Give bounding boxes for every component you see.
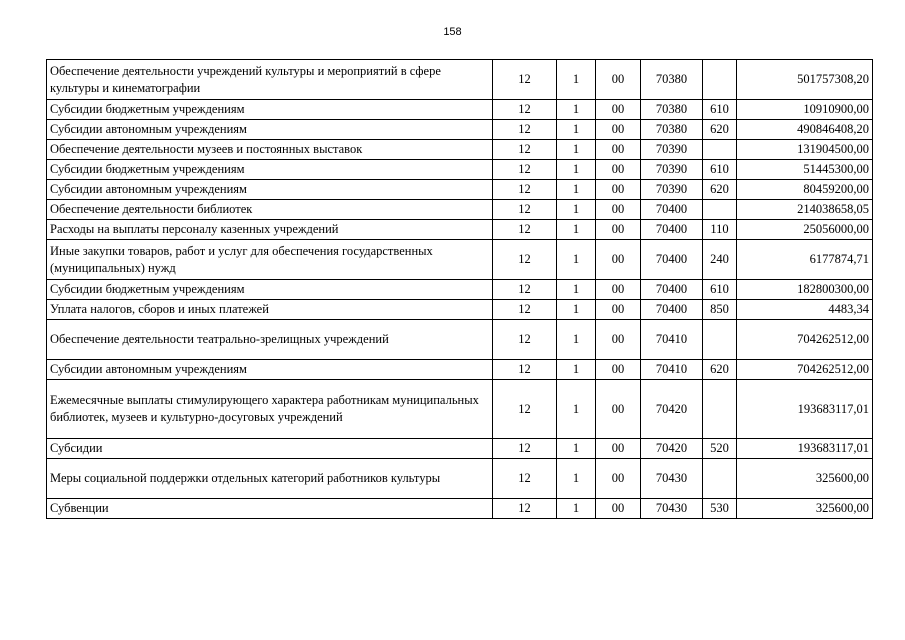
subsection-code-cell: 1 [557,300,596,320]
section-code-cell: 12 [493,459,557,499]
subsection-code-cell: 1 [557,380,596,439]
program-code-cell: 00 [596,320,641,360]
table-row [47,280,873,300]
section-code-cell: 12 [493,120,557,140]
amount-cell: 6177874,71 [737,240,873,280]
amount-cell: 25056000,00 [737,220,873,240]
subsection-code-cell: 1 [557,240,596,280]
subsection-code-cell: 1 [557,200,596,220]
table-body [47,60,873,519]
subsection-code-cell: 1 [557,140,596,160]
target-code-cell: 70420 [641,380,703,439]
subsection-code-cell: 1 [557,160,596,180]
target-code-cell: 70420 [641,439,703,459]
amount-cell: 80459200,00 [737,180,873,200]
table-row [47,459,873,499]
subsection-code-cell: 1 [557,60,596,100]
section-code-cell: 12 [493,380,557,439]
amount-cell: 51445300,00 [737,160,873,180]
target-code-cell: 70430 [641,499,703,519]
subsection-code-cell: 1 [557,100,596,120]
amount-cell: 490846408,20 [737,120,873,140]
expense-name-cell: Субсидии автономным учреждениям [47,360,493,380]
amount-cell: 131904500,00 [737,140,873,160]
target-code-cell: 70410 [641,320,703,360]
program-code-cell: 00 [596,380,641,439]
subsection-code-cell: 1 [557,220,596,240]
expense-type-cell [703,200,737,220]
expense-type-cell [703,320,737,360]
section-code-cell: 12 [493,220,557,240]
table-row [47,200,873,220]
expense-name-cell: Субсидии автономным учреждениям [47,120,493,140]
section-code-cell: 12 [493,180,557,200]
expense-type-cell [703,140,737,160]
expense-type-cell: 620 [703,360,737,380]
program-code-cell: 00 [596,140,641,160]
table-row [47,240,873,280]
table-row [47,60,873,100]
program-code-cell: 00 [596,360,641,380]
budget-table [46,59,873,519]
subsection-code-cell: 1 [557,459,596,499]
expense-type-cell: 610 [703,100,737,120]
subsection-code-cell: 1 [557,120,596,140]
table-row [47,380,873,439]
expense-type-cell: 620 [703,120,737,140]
program-code-cell: 00 [596,300,641,320]
amount-cell: 214038658,05 [737,200,873,220]
target-code-cell: 70430 [641,459,703,499]
expense-name-cell: Меры социальной поддержки отдельных категорий работников культуры [47,459,493,499]
expense-name-cell: Субсидии бюджетным учреждениям [47,100,493,120]
section-code-cell: 12 [493,280,557,300]
expense-name-cell: Ежемесячные выплаты стимулирующего характера работникам муниципальных библиотек, музеев и культурно-досуговых учреждений [47,380,493,439]
section-code-cell: 12 [493,60,557,100]
amount-cell: 4483,34 [737,300,873,320]
expense-type-cell [703,60,737,100]
expense-name-cell: Обеспечение деятельности учреждений культуры и мероприятий в сфере культуры и кинематографии [47,60,493,100]
expense-name-cell: Обеспечение деятельности театрально-зрелищных учреждений [47,320,493,360]
expense-type-cell [703,380,737,439]
amount-cell: 704262512,00 [737,360,873,380]
subsection-code-cell: 1 [557,320,596,360]
target-code-cell: 70400 [641,300,703,320]
section-code-cell: 12 [493,160,557,180]
table-row [47,320,873,360]
section-code-cell: 12 [493,439,557,459]
amount-cell: 325600,00 [737,459,873,499]
expense-name-cell: Субсидии бюджетным учреждениям [47,160,493,180]
table-row [47,439,873,459]
amount-cell: 182800300,00 [737,280,873,300]
section-code-cell: 12 [493,300,557,320]
expense-type-cell: 110 [703,220,737,240]
section-code-cell: 12 [493,320,557,360]
section-code-cell: 12 [493,240,557,280]
amount-cell: 501757308,20 [737,60,873,100]
expense-name-cell: Иные закупки товаров, работ и услуг для обеспечения государственных (муниципальных) нужд [47,240,493,280]
target-code-cell: 70400 [641,200,703,220]
table-row [47,180,873,200]
program-code-cell: 00 [596,499,641,519]
program-code-cell: 00 [596,240,641,280]
section-code-cell: 12 [493,360,557,380]
expense-type-cell: 610 [703,160,737,180]
target-code-cell: 70390 [641,140,703,160]
expense-name-cell: Обеспечение деятельности библиотек [47,200,493,220]
program-code-cell: 00 [596,200,641,220]
target-code-cell: 70390 [641,160,703,180]
amount-cell: 193683117,01 [737,380,873,439]
subsection-code-cell: 1 [557,499,596,519]
page-number: 158 [443,26,462,38]
section-code-cell: 12 [493,100,557,120]
expense-name-cell: Расходы на выплаты персоналу казенных учреждений [47,220,493,240]
program-code-cell: 00 [596,60,641,100]
section-code-cell: 12 [493,140,557,160]
program-code-cell: 00 [596,100,641,120]
program-code-cell: 00 [596,160,641,180]
program-code-cell: 00 [596,280,641,300]
expense-name-cell: Уплата налогов, сборов и иных платежей [47,300,493,320]
subsection-code-cell: 1 [557,439,596,459]
subsection-code-cell: 1 [557,180,596,200]
expense-type-cell: 240 [703,240,737,280]
subsection-code-cell: 1 [557,280,596,300]
table-row [47,160,873,180]
table-row [47,140,873,160]
expense-type-cell [703,459,737,499]
table-row [47,300,873,320]
section-code-cell: 12 [493,200,557,220]
target-code-cell: 70400 [641,280,703,300]
program-code-cell: 00 [596,180,641,200]
section-code-cell: 12 [493,499,557,519]
target-code-cell: 70410 [641,360,703,380]
table-row [47,360,873,380]
program-code-cell: 00 [596,120,641,140]
amount-cell: 193683117,01 [737,439,873,459]
target-code-cell: 70380 [641,120,703,140]
expense-type-cell: 520 [703,439,737,459]
target-code-cell: 70380 [641,100,703,120]
target-code-cell: 70400 [641,240,703,280]
table-row [47,499,873,519]
target-code-cell: 70400 [641,220,703,240]
expense-type-cell: 620 [703,180,737,200]
expense-type-cell: 850 [703,300,737,320]
target-code-cell: 70380 [641,60,703,100]
program-code-cell: 00 [596,220,641,240]
expense-name-cell: Обеспечение деятельности музеев и постоянных выставок [47,140,493,160]
expense-type-cell: 610 [703,280,737,300]
expense-name-cell: Субвенции [47,499,493,519]
amount-cell: 325600,00 [737,499,873,519]
program-code-cell: 00 [596,439,641,459]
amount-cell: 704262512,00 [737,320,873,360]
subsection-code-cell: 1 [557,360,596,380]
program-code-cell: 00 [596,459,641,499]
table-row [47,120,873,140]
table-row [47,220,873,240]
expense-name-cell: Субсидии автономным учреждениям [47,180,493,200]
expense-type-cell: 530 [703,499,737,519]
expense-name-cell: Субсидии [47,439,493,459]
amount-cell: 10910900,00 [737,100,873,120]
table-row [47,100,873,120]
target-code-cell: 70390 [641,180,703,200]
expense-name-cell: Субсидии бюджетным учреждениям [47,280,493,300]
